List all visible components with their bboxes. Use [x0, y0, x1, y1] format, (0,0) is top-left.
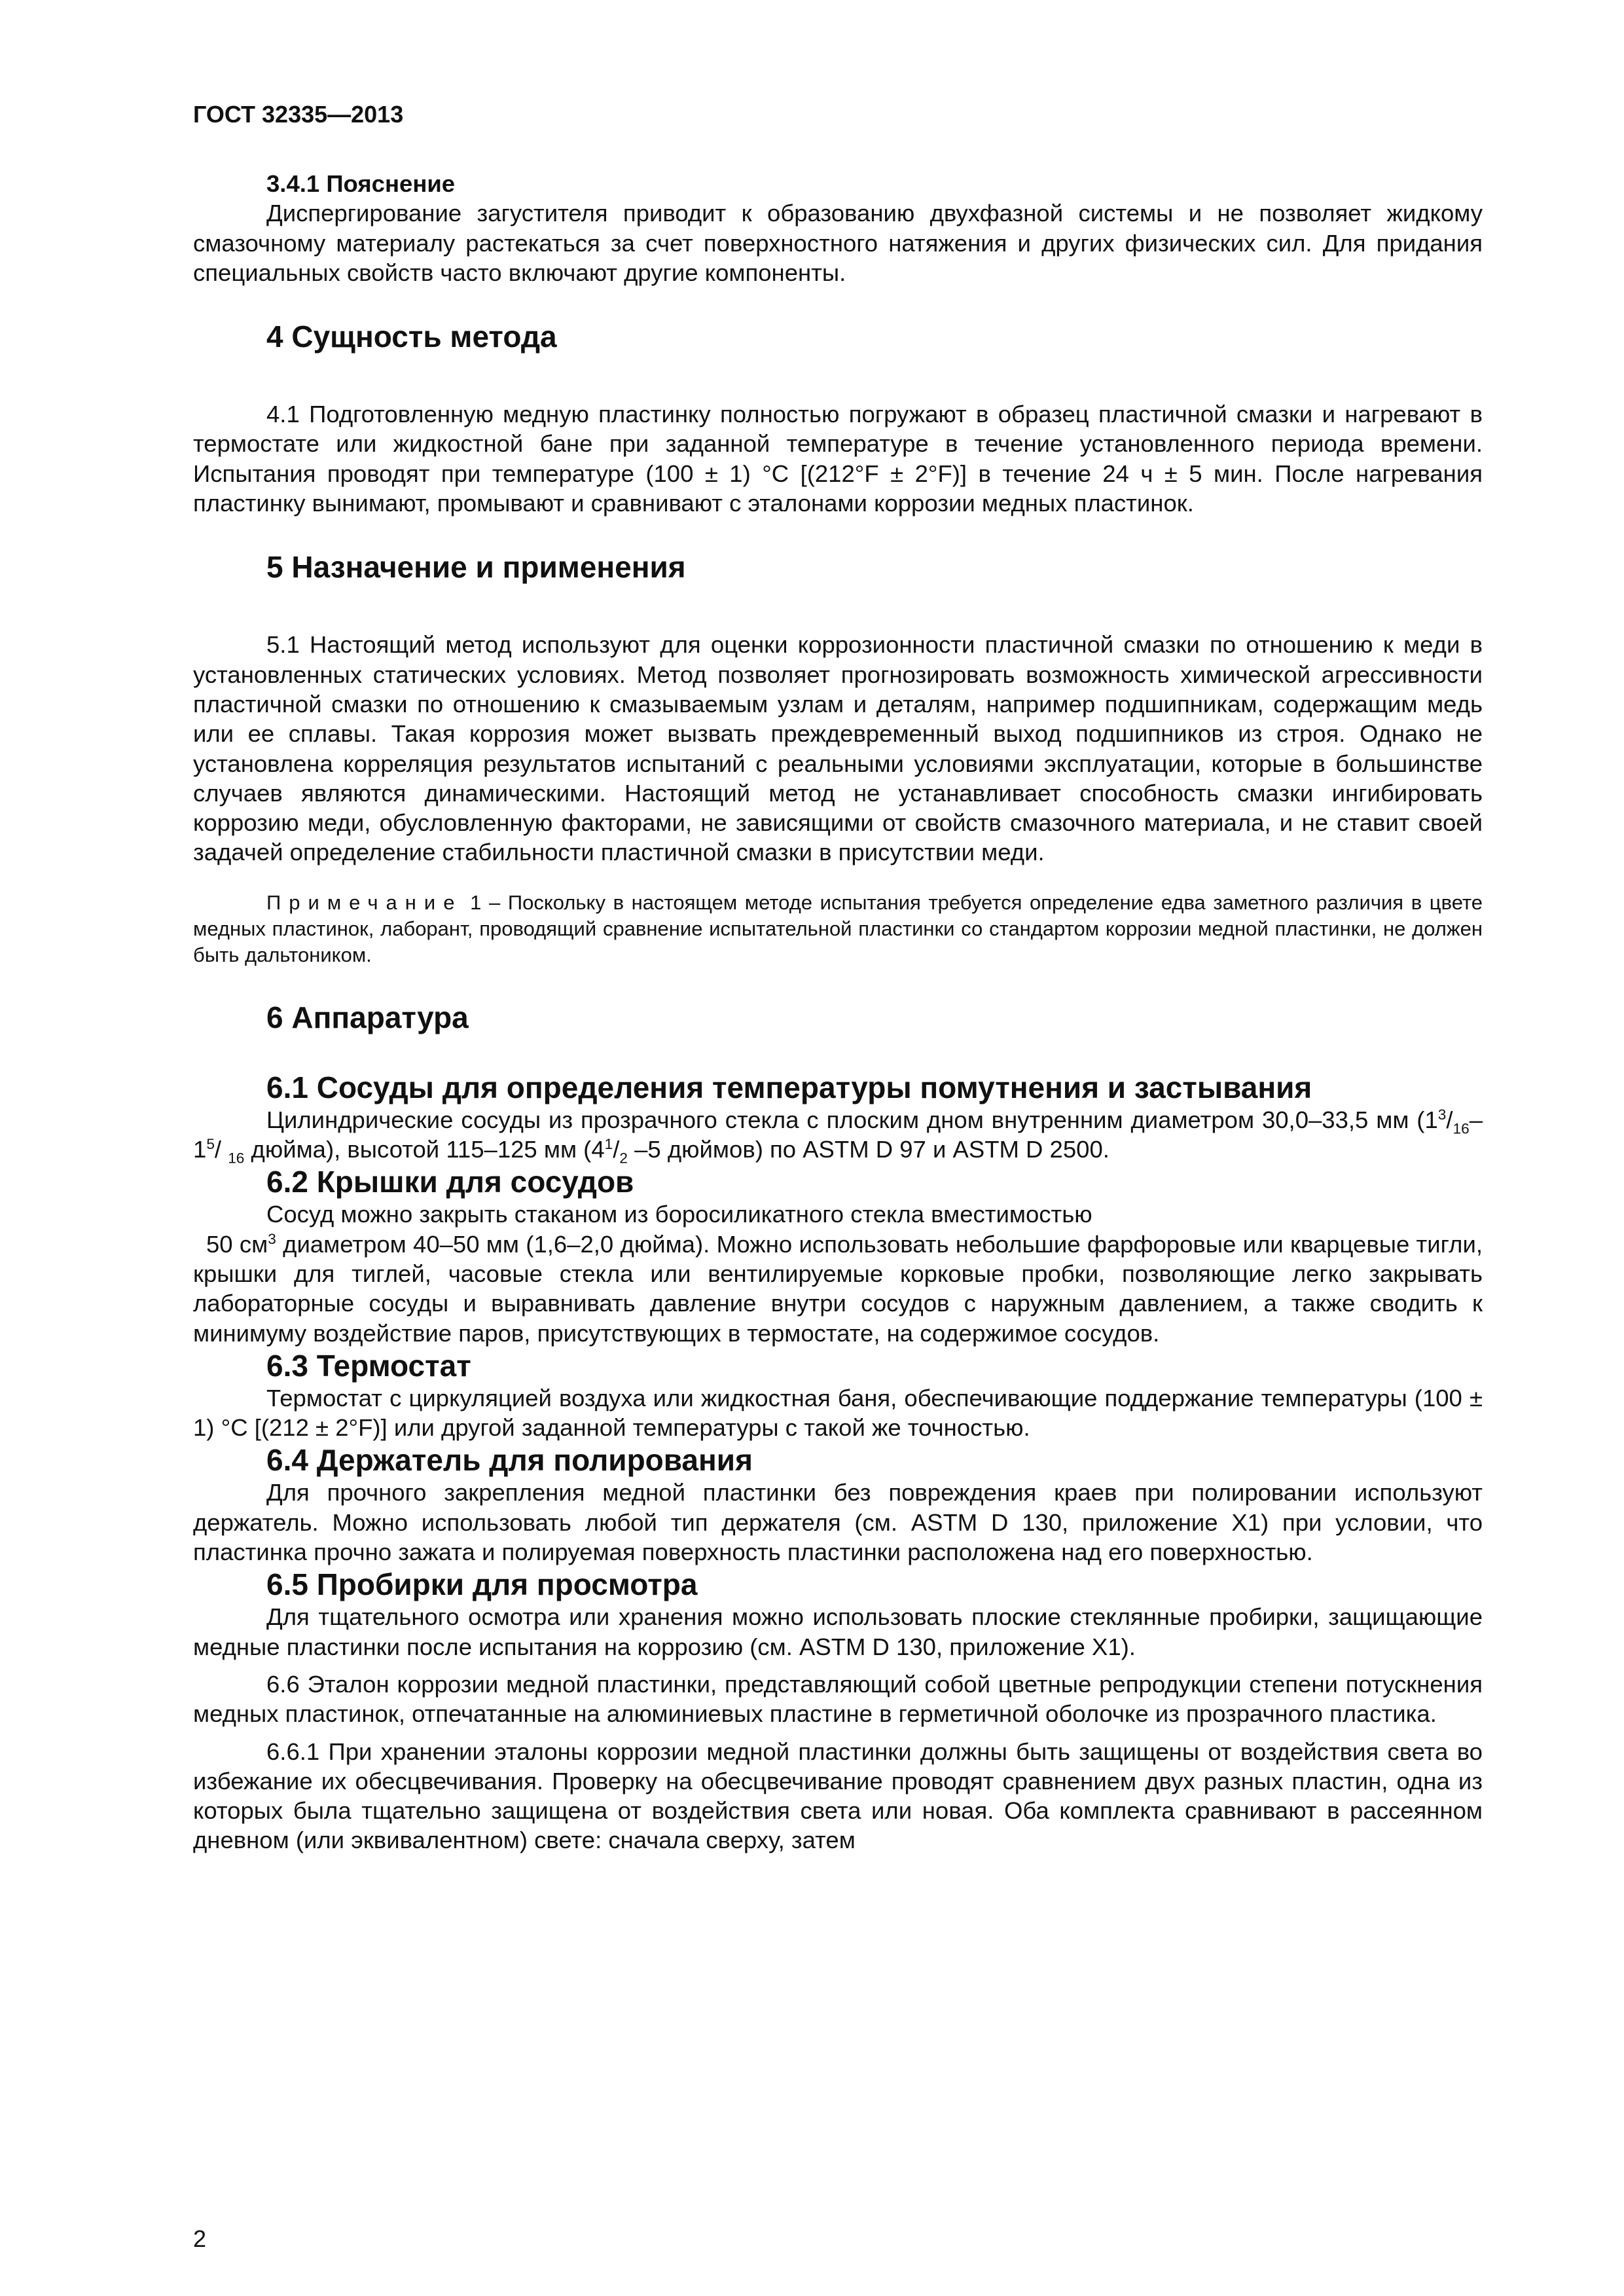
- paragraph-6-2-line1: Сосуд можно закрыть стаканом из боросиликатного стекла вместимостью: [266, 1201, 1092, 1228]
- section-6-4-title: 6.4 Держатель для полирования: [266, 1443, 753, 1478]
- paragraph-6-6: 6.6 Эталон коррозии медной пластинки, представляющий собой цветные репродукции степени потускнения медных пластинок, отпечатанные на алюминиевых пластине в герметичной оболочке из прозрачного пластика.: [193, 1670, 1483, 1728]
- paragraph-5-1: 5.1 Настоящий метод используют для оценки коррозионности пластичной смазки по отношению к меди в установленных статических условиях. Метод позволяет прогнозировать возможность химической агрессивности пластичной смазки по отношению к смазываемым узлам и деталям, например подшипникам, содержащим медь или ее сплавы. Такая коррозия может вызвать преждевременный выход подшипников из строя. Однако не установлена корреляция результатов испытаний с реальными условиями эксплуатации, которые в большинстве случаев являются динамическими. Настоящий метод не устанавливает способность смазки ингибировать коррозию меди, обусловленную факторами, не зависящими от свойств смазочного материала, и не ставит своей задачей определение стабильности пластичной смазки в присутствии меди.: [193, 631, 1483, 866]
- paragraph-6-2: 50 $см^3$ диаметром 40–50 мм (1,6–2,0 дюйма). Можно использовать небольшие фарфоровые или кварцевые тигли, крышки для тиглей, часовые стекла или вентилируемые корковые пробки, позволяющие легко закрывать лабораторные сосуды и выравнивать давление внутри сосудов с наружным давлением, а также сводить к минимуму воздействие паров, присутствующих в термостате, на содержимое сосудов.: [193, 1230, 1483, 1347]
- section-3-4-1-title: 3.4.1 Пояснение: [266, 170, 456, 197]
- paragraph-6-1: Цилиндрические сосуды из прозрачного стекла с плоским дном внутренним диаметром 30,0–33,5 мм ($1^3/_{16}-$ $1^5/$ $_{16}$ дюйма), высотой 115–125 мм ($4^1/_2$ –5 дюймов) по ASTM D 97 и ASTM D 2500.: [193, 1106, 1483, 1167]
- document-body: [193, 169, 1483, 1855]
- section-6-1-title: 6.1 Сосуды для определения температуры помутнения и застывания: [266, 1070, 1312, 1104]
- section-6-2-title: 6.2 Крышки для сосудов: [266, 1165, 634, 1199]
- document-header: ГОСТ 32335—2013: [193, 101, 404, 128]
- section-5-title: 5 Назначение и применения: [266, 550, 686, 585]
- note-text: 1 – Поскольку в настоящем методе испытания требуется определение едва заметного различия в цвете медных пластинок, лаборант, проводящий сравнение испытательной пластинки со стандартом коррозии медной пластинки, не должен быть дальтоником.: [193, 890, 1483, 966]
- paragraph-4-1: 4.1 Подготовленную медную пластинку полностью погружают в образец пластичной смазки и нагревают в термостате или жидкостной бане при заданной температуре в течение установленного периода времени. Испытания проводят при температуре (100 ± 1) °C [(212°F ± 2°F)] в течение 24 ч ± 5 мин. После нагревания пластинку вынимают, промывают и сравнивают с эталонами коррозии медных пластинок.: [193, 401, 1483, 517]
- section-4-title: 4 Сущность метода: [266, 319, 557, 354]
- section-3-4-1-text: Диспергирование загустителя приводит к образованию двухфазной системы и не позволяет жидкому смазочному материалу растекаться за счет поверхностного натяжения и других физических сил. Для придания специальных свойств часто включают другие компоненты.: [193, 200, 1483, 286]
- paragraph-6-5: Для тщательного осмотра или хранения можно использовать плоские стеклянные пробирки, защищающие медные пластинки после испытания на коррозию (см. ASTM D 130, приложение X1).: [193, 1603, 1483, 1660]
- note-1: [193, 890, 1483, 968]
- section-6-title: 6 Аппаратура: [266, 1000, 469, 1034]
- paragraph-6-4: Для прочного закрепления медной пластинки без повреждения краев при полировании используют держатель. Можно использовать любой тип держателя (см. ASTM D 130, приложение X1) при условии, что пластинка прочно зажата и полируемая поверхность пластинки расположена над его поверхностью.: [193, 1479, 1483, 1566]
- section-6-3-title: 6.3 Термостат: [266, 1348, 471, 1383]
- page-number: 2: [193, 2225, 207, 2252]
- section-6-5-title: 6.5 Пробирки для просмотра: [266, 1567, 698, 1602]
- note-label: Примечание: [266, 890, 463, 914]
- paragraph-6-6-1: 6.6.1 При хранении эталоны коррозии медной пластинки должны быть защищены от воздействия света во избежание их обесцвечивания. Проверку на обесцвечивание проводят сравнением двух разных пластин, одна из которых была тщательно защищена от воздействия света или новая. Оба комплекта сравнивают в рассеянном дневном (или эквивалентном) свете: сначала сверху, затем: [193, 1738, 1483, 1854]
- paragraph-6-3: Термостат с циркуляцией воздуха или жидкостная баня, обеспечивающие поддержание температуры (100 ± 1) °C [(212 ± 2°F)] или другой заданной температуры с такой же точностью.: [193, 1384, 1483, 1442]
